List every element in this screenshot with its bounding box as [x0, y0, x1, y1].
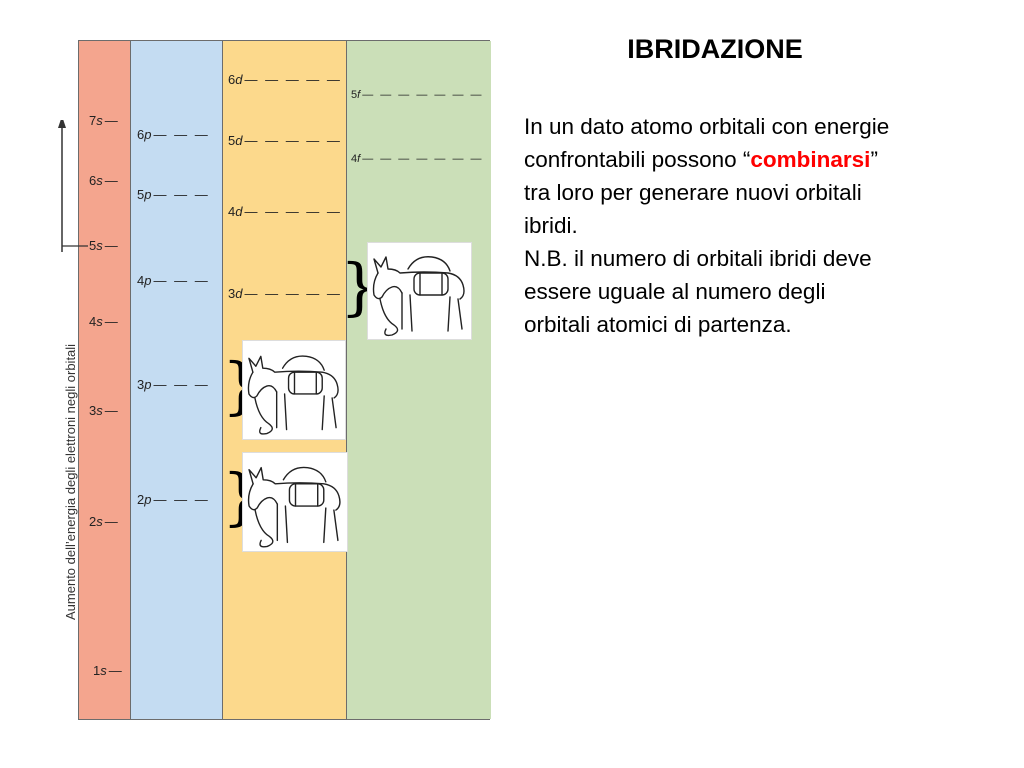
level-6s: 6s —: [89, 173, 120, 188]
level-4f: 4f — — — — — — —: [351, 153, 484, 165]
energy-axis-arrow: [32, 120, 90, 620]
body-text: [524, 110, 994, 341]
level-5f: 5f — — — — — — —: [351, 89, 484, 101]
level-3s: 3s —: [89, 403, 120, 418]
text-line: tra loro per generare nuovi orbitali: [524, 180, 862, 205]
text-line: essere uguale al numero degli: [524, 279, 826, 304]
level-3d: 3d — — — — —: [228, 286, 342, 301]
level-2p: 2p — — —: [137, 492, 210, 507]
p-orbital-column: [131, 41, 223, 719]
mule-icon: [242, 452, 348, 552]
level-6p: 6p — — —: [137, 127, 210, 142]
mule-icon: [242, 340, 346, 440]
text-line: orbitali atomici di partenza.: [524, 312, 792, 337]
text-line: confrontabili possono “combinarsi”: [524, 147, 878, 172]
brace-icon: }: [340, 250, 380, 323]
axis-label: Aumento dell’energia degli elettroni negli orbitali: [63, 343, 78, 620]
level-4p: 4p — — —: [137, 273, 210, 288]
brace-icon: }: [222, 349, 262, 422]
level-5p: 5p — — —: [137, 187, 210, 202]
level-6d: 6d — — — — —: [228, 72, 342, 87]
text-line: In un dato atomo orbitali con energie: [524, 114, 890, 139]
level-5d: 5d — — — — —: [228, 133, 342, 148]
slide-title: IBRIDAZIONE: [627, 34, 803, 64]
level-2s: 2s —: [89, 514, 120, 529]
brace-icon: }: [222, 460, 262, 533]
f-orbital-column: [347, 41, 491, 719]
level-1s: 1s —: [93, 663, 124, 678]
highlight-word: combinarsi: [750, 147, 871, 172]
level-4d: 4d — — — — —: [228, 204, 342, 219]
level-5s: 5s —: [89, 238, 120, 253]
text-line: ibridi.: [524, 213, 578, 238]
mule-icon: [367, 242, 472, 340]
text-line: N.B. il numero di orbitali ibridi deve: [524, 246, 872, 271]
level-4s: 4s —: [89, 314, 120, 329]
level-7s: 7s —: [89, 113, 120, 128]
level-3p: 3p — — —: [137, 377, 210, 392]
